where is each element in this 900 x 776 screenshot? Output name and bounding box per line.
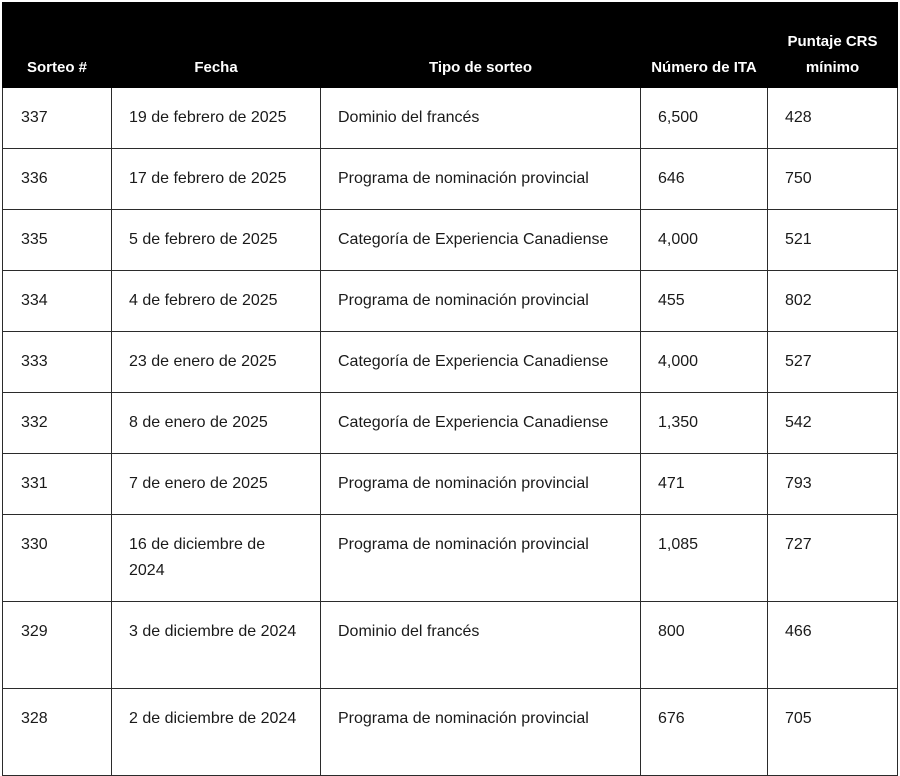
cell-draw-type: Programa de nominación provincial [321, 515, 641, 602]
cell-draw-number: 337 [3, 88, 112, 149]
cell-draw-number: 335 [3, 210, 112, 271]
cell-date: 19 de febrero de 2025 [112, 88, 321, 149]
cell-draw-type: Categoría de Experiencia Canadiense [321, 332, 641, 393]
table-row [3, 271, 898, 332]
header-min-crs: Puntaje CRS mínimo [768, 3, 898, 88]
cell-ita-count: 4,000 [641, 210, 768, 271]
cell-date: 8 de enero de 2025 [112, 393, 321, 454]
cell-min-crs: 793 [768, 454, 898, 515]
cell-draw-number: 330 [3, 515, 112, 602]
cell-date: 2 de diciembre de 2024 [112, 689, 321, 776]
table-row [3, 88, 898, 149]
header-draw-number: Sorteo # [3, 3, 112, 88]
cell-ita-count: 471 [641, 454, 768, 515]
draws-table-container [2, 2, 897, 776]
cell-draw-type: Dominio del francés [321, 602, 641, 689]
cell-min-crs: 750 [768, 149, 898, 210]
cell-ita-count: 800 [641, 602, 768, 689]
cell-min-crs: 727 [768, 515, 898, 602]
cell-ita-count: 646 [641, 149, 768, 210]
table-row [3, 454, 898, 515]
table-row [3, 515, 898, 602]
cell-draw-type: Programa de nominación provincial [321, 689, 641, 776]
table-row [3, 210, 898, 271]
header-row [3, 3, 898, 88]
table-row [3, 332, 898, 393]
cell-ita-count: 1,350 [641, 393, 768, 454]
header-date: Fecha [112, 3, 321, 88]
table-body [3, 88, 898, 776]
cell-ita-count: 6,500 [641, 88, 768, 149]
cell-draw-number: 331 [3, 454, 112, 515]
cell-ita-count: 4,000 [641, 332, 768, 393]
table-header [3, 3, 898, 88]
cell-draw-number: 329 [3, 602, 112, 689]
cell-min-crs: 542 [768, 393, 898, 454]
header-ita-count: Número de ITA [641, 3, 768, 88]
cell-min-crs: 705 [768, 689, 898, 776]
cell-draw-number: 333 [3, 332, 112, 393]
cell-date: 5 de febrero de 2025 [112, 210, 321, 271]
cell-date: 16 de diciembre de 2024 [112, 515, 321, 602]
cell-ita-count: 1,085 [641, 515, 768, 602]
cell-ita-count: 455 [641, 271, 768, 332]
cell-draw-type: Programa de nominación provincial [321, 271, 641, 332]
cell-date: 3 de diciembre de 2024 [112, 602, 321, 689]
cell-draw-type: Dominio del francés [321, 88, 641, 149]
cell-draw-number: 336 [3, 149, 112, 210]
cell-date: 4 de febrero de 2025 [112, 271, 321, 332]
cell-date: 23 de enero de 2025 [112, 332, 321, 393]
table-row [3, 149, 898, 210]
cell-draw-number: 328 [3, 689, 112, 776]
cell-draw-type: Categoría de Experiencia Canadiense [321, 210, 641, 271]
cell-draw-type: Categoría de Experiencia Canadiense [321, 393, 641, 454]
cell-min-crs: 521 [768, 210, 898, 271]
table-row [3, 602, 898, 689]
cell-min-crs: 466 [768, 602, 898, 689]
cell-date: 17 de febrero de 2025 [112, 149, 321, 210]
cell-min-crs: 802 [768, 271, 898, 332]
table-row [3, 393, 898, 454]
cell-draw-type: Programa de nominación provincial [321, 454, 641, 515]
cell-draw-number: 332 [3, 393, 112, 454]
cell-ita-count: 676 [641, 689, 768, 776]
cell-draw-type: Programa de nominación provincial [321, 149, 641, 210]
cell-date: 7 de enero de 2025 [112, 454, 321, 515]
cell-min-crs: 428 [768, 88, 898, 149]
header-draw-type: Tipo de sorteo [321, 3, 641, 88]
table-row [3, 689, 898, 776]
cell-draw-number: 334 [3, 271, 112, 332]
cell-min-crs: 527 [768, 332, 898, 393]
express-entry-draws-table [2, 2, 898, 776]
